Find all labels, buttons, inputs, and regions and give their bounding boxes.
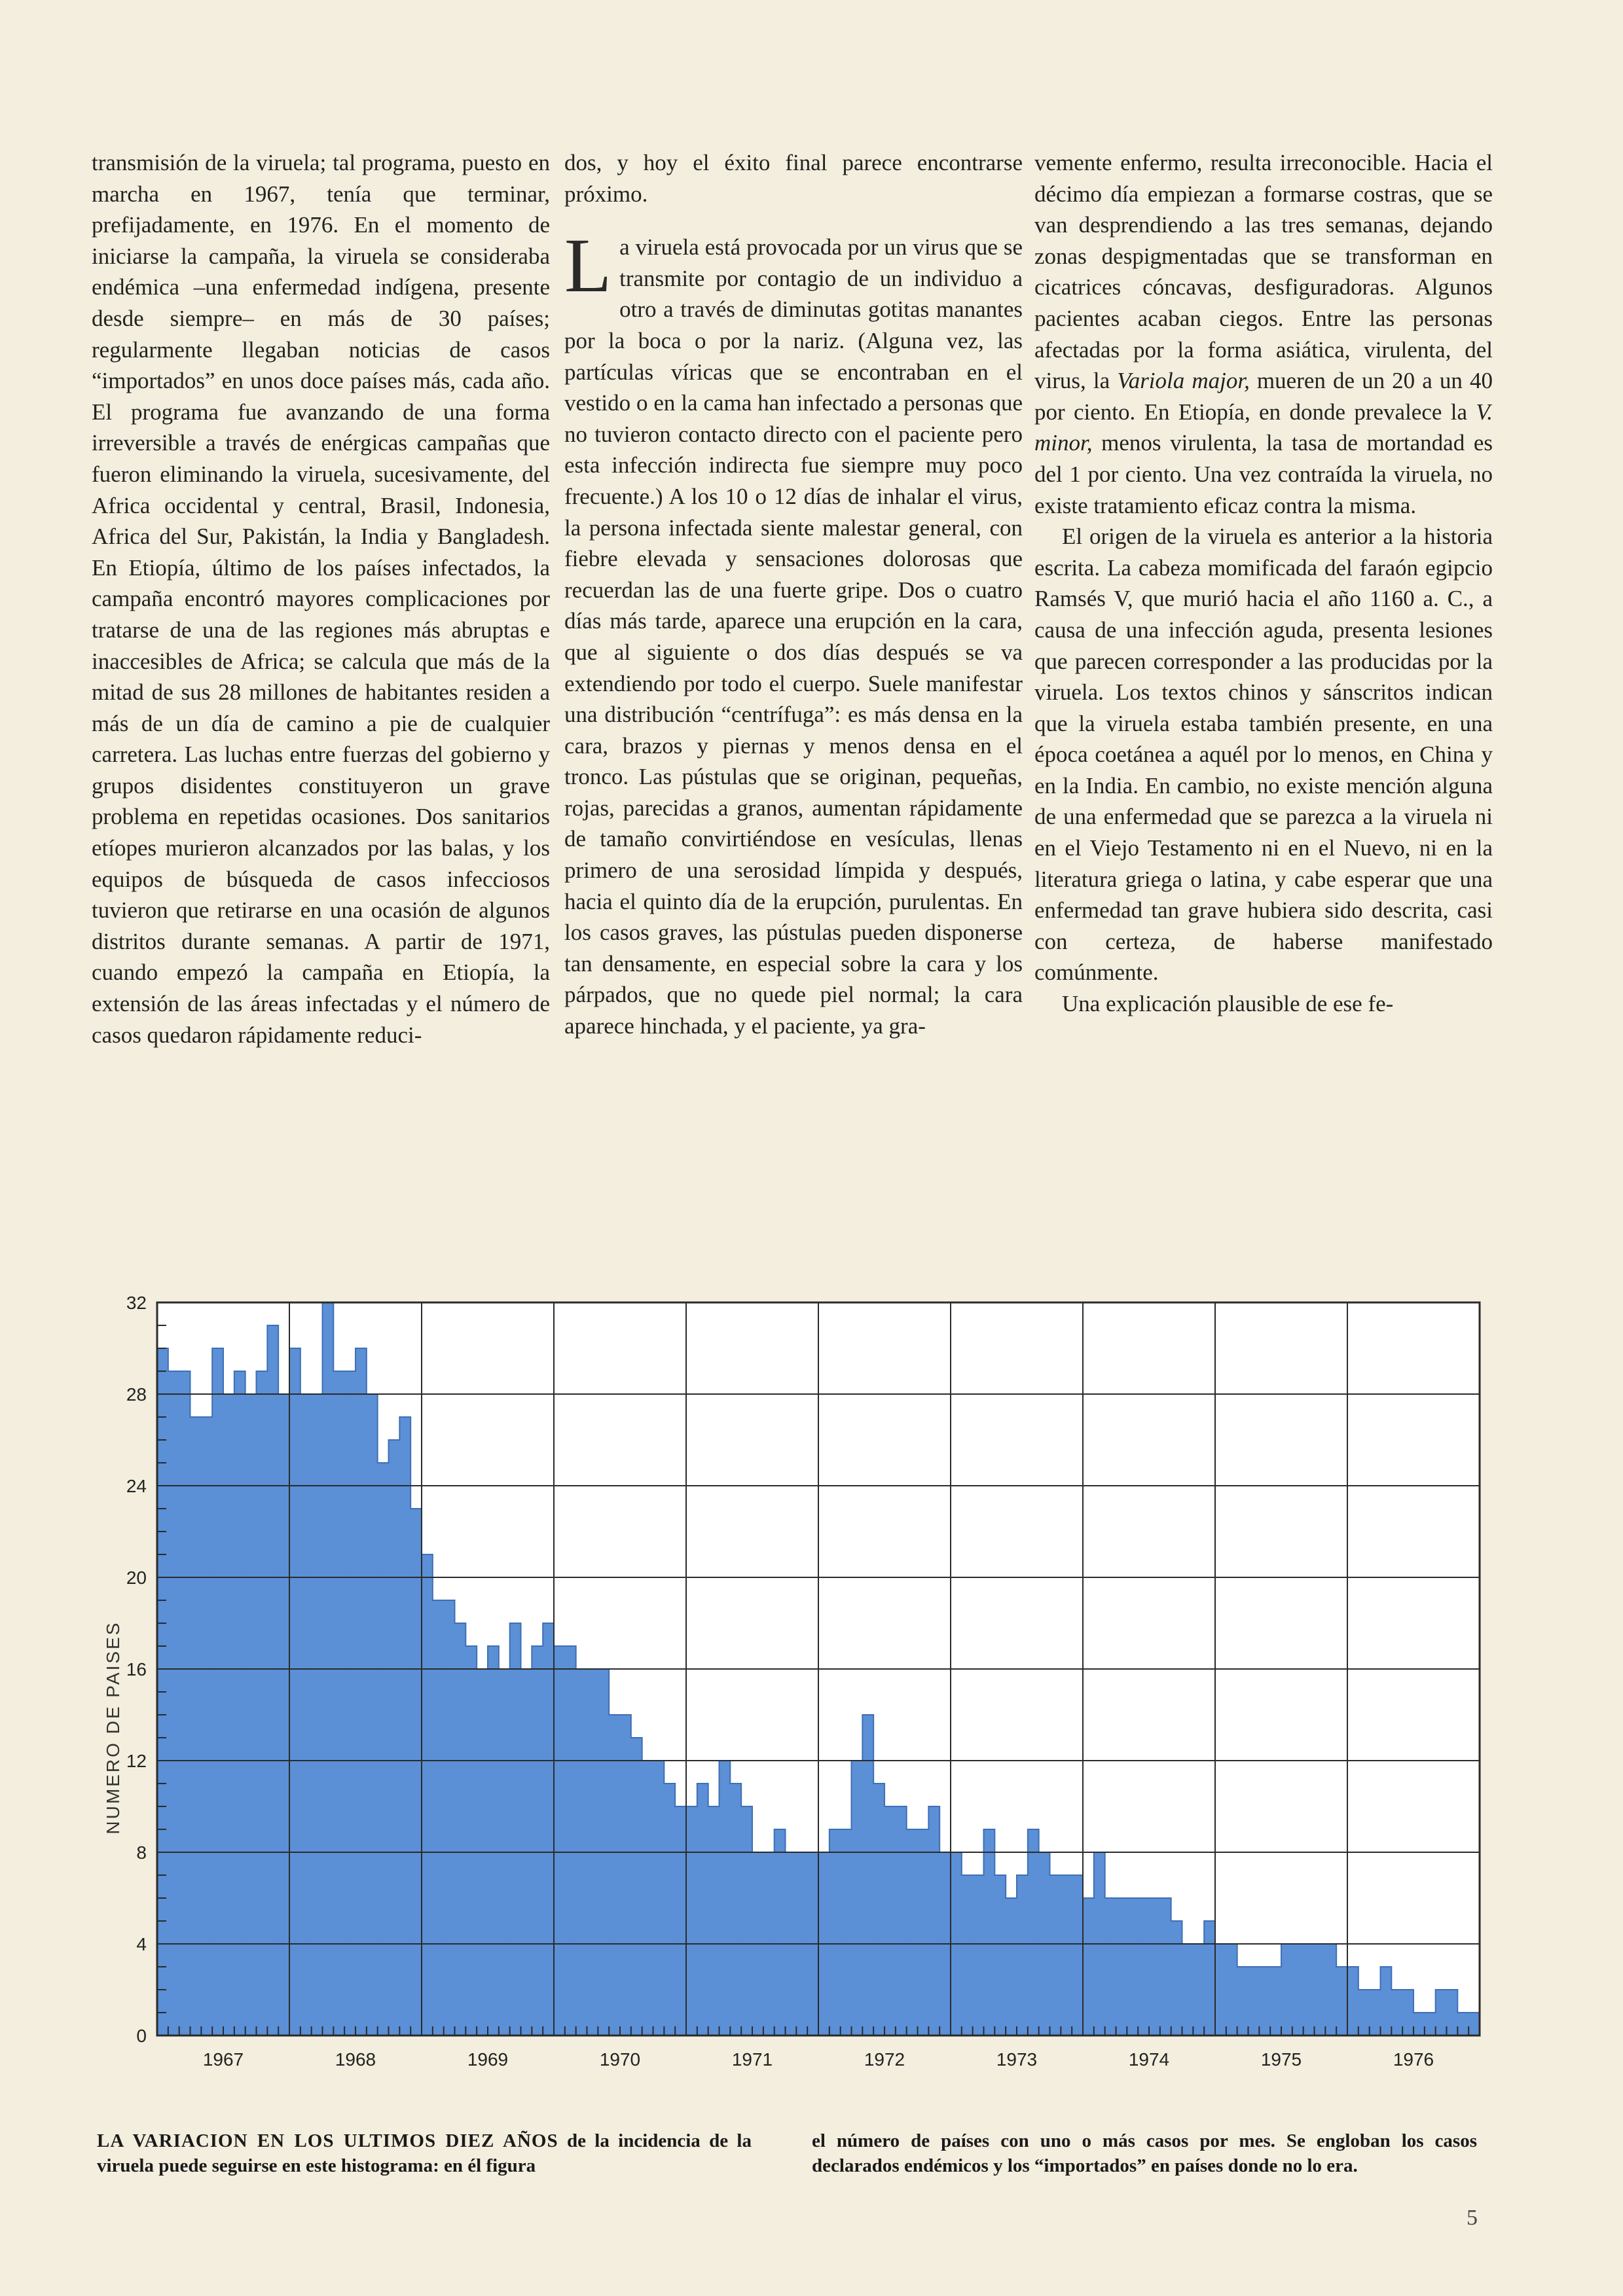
histogram-bar <box>532 1646 543 2036</box>
histogram-bar <box>212 1348 223 2036</box>
histogram-bar <box>246 1394 257 2036</box>
histogram-bar <box>1436 1990 1447 2036</box>
histogram-bar <box>664 1784 675 2036</box>
column2-intro: dos, y hoy el éxito final parece encontrarse próximo. <box>564 150 1023 207</box>
histogram-bar <box>422 1554 433 2036</box>
histogram-bar <box>333 1371 344 2036</box>
histogram-bar <box>1237 1967 1249 2036</box>
histogram-bar <box>168 1371 179 2036</box>
histogram-bar <box>1215 1944 1226 2036</box>
y-tick-label: 4 <box>136 1934 147 1954</box>
histogram-bar <box>1447 1990 1458 2036</box>
column2-paragraph-block <box>564 223 1023 1041</box>
histogram-bar <box>862 1715 873 2036</box>
x-tick-label: 1976 <box>1393 2049 1434 2070</box>
histogram-bar <box>1468 2013 1480 2036</box>
x-tick-label: 1967 <box>202 2049 244 2070</box>
histogram-bar <box>1116 1898 1127 2036</box>
column3-p1-b: mueren de un 20 a un 40 por ciento. En Etiopía, en donde prevalece la <box>1034 368 1493 425</box>
y-tick-label: 28 <box>126 1384 147 1405</box>
histogram-bar <box>257 1371 268 2036</box>
histogram-bar <box>1006 1898 1017 2036</box>
histogram-bar <box>1105 1898 1116 2036</box>
histogram-bar <box>543 1623 554 2036</box>
histogram-bar <box>378 1463 389 2036</box>
x-tick-label: 1968 <box>335 2049 376 2070</box>
v-minor-term: V. minor, <box>1034 399 1493 456</box>
histogram-bar <box>1370 1990 1381 2036</box>
histogram-bar <box>642 1761 653 2036</box>
y-tick-label: 12 <box>126 1751 147 1771</box>
histogram-svg <box>92 1283 1506 2101</box>
x-tick-label: 1972 <box>864 2049 905 2070</box>
column1-paragraph: transmisión de la viruela; tal programa, puesto en marcha en 1967, tenía que terminar, prefijadamente, en 1976. En el momento de iniciarse la campaña, la viruela se consideraba endémica –una enfermedad indígena, presente desde siempre– en más de 30 países; regularmente llegaban noticias de casos “importados” en unos doce países más, cada año. El programa fue avanzando de una forma irreversible a través de enérgicas campañas que fueron eliminando la viruela, sucesivamente, del Africa occidental y central, Brasil, Indonesia, Africa del Sur, Pakistán, la India y Bangladesh. En Etiopía, último de los países infectados, la campaña encontró mayores complicaciones por tratarse de una de las regiones más abruptas e inaccesibles de Africa; se calcula que más de la mitad de sus 28 millones de habitantes residen a más de un día de camino a pie de cualquier carretera. Las luchas entre fuerzas del gobierno y grupos disidentes constituyeron un grave problema en repetidas ocasiones. Dos sanitarios etíopes murieron alcanzados por las balas, y los equipos de búsqueda de casos infecciosos tuvieron que retirarse en una ocasión de algunos distritos durante semanas. A partir de 1971, cuando empezó la campaña en Etiopía, la extensión de las áreas infectadas y el número de casos quedaron rápidamente reduci- <box>92 150 550 1048</box>
histogram-bar <box>928 1806 939 2036</box>
histogram-bar <box>730 1784 741 2036</box>
text-column-3 <box>1034 147 1493 1020</box>
caption-left-text: de la incidencia de la viruela puede seguirse en este histograma: en él figura <box>97 2130 752 2176</box>
histogram-bar <box>896 1806 907 2036</box>
column3-p1-a: vemente enfermo, resulta irreconocible. Hacia el décimo día empiezan a formarse costras, que se van desprendiendo a las tres semanas, dejando zonas despigmentadas que se transforman en cicatrices cóncavas, desfiguradoras. Algunos pacientes acaban ciegos. Entre las personas afectadas por la forma asiática, virulenta, del virus, la <box>1034 150 1493 394</box>
histogram-bar <box>367 1394 378 2036</box>
histogram-bar <box>1017 1875 1028 2036</box>
y-tick-label: 0 <box>136 2026 147 2046</box>
histogram-bar <box>1381 1967 1392 2036</box>
histogram-bar <box>344 1371 356 2036</box>
histogram-bar <box>708 1806 720 2036</box>
histogram-bar <box>267 1325 278 2036</box>
x-tick-label: 1969 <box>467 2049 509 2070</box>
histogram-bar <box>1292 1944 1304 2036</box>
histogram-bar <box>873 1784 884 2036</box>
histogram-bar <box>1347 1967 1359 2036</box>
histogram-bar <box>741 1806 752 2036</box>
histogram-bar <box>620 1715 631 2036</box>
caption-lead: LA VARIACION EN LOS ULTIMOS DIEZ AÑOS <box>97 2130 558 2151</box>
x-tick-label: 1971 <box>731 2049 773 2070</box>
histogram-bar <box>488 1646 499 2036</box>
y-tick-label: 20 <box>126 1568 147 1588</box>
histogram-bar <box>565 1646 576 2036</box>
column3-paragraph-1 <box>1034 147 1493 521</box>
histogram-bar <box>1281 1944 1292 2036</box>
histogram-bar <box>841 1829 852 2036</box>
y-tick-label: 24 <box>126 1476 147 1496</box>
histogram-bar <box>1359 1990 1370 2036</box>
histogram-bar <box>554 1646 565 2036</box>
histogram-bar <box>356 1348 367 2036</box>
histogram-bar <box>697 1784 708 2036</box>
histogram-bar <box>234 1371 246 2036</box>
histogram-bar <box>510 1623 521 2036</box>
histogram-bar <box>289 1348 301 2036</box>
x-tick-label: 1975 <box>1260 2049 1302 2070</box>
histogram-bar <box>410 1509 422 2036</box>
histogram-bar <box>301 1394 312 2036</box>
histogram-bar <box>984 1829 995 2036</box>
histogram-bar <box>191 1417 202 2036</box>
histogram-bar <box>1402 1990 1413 2036</box>
histogram-bar <box>455 1623 466 2036</box>
x-tick-label: 1974 <box>1128 2049 1170 2070</box>
histogram-bar <box>884 1806 896 2036</box>
histogram-bar <box>1249 1967 1260 2036</box>
histogram-bar <box>973 1875 984 2036</box>
histogram-bar <box>1050 1875 1061 2036</box>
histogram-bar <box>1259 1967 1270 2036</box>
histogram-bar <box>686 1806 697 2036</box>
page-number: 5 <box>1467 2206 1478 2230</box>
histogram-bar <box>1127 1898 1138 2036</box>
histogram-bar <box>1336 1967 1347 2036</box>
histogram-bar <box>1160 1898 1171 2036</box>
x-tick-label: 1970 <box>599 2049 641 2070</box>
column3-paragraph-3: Una explicación plausible de ese fe- <box>1062 991 1394 1017</box>
text-column-2 <box>564 147 1023 1042</box>
column3-paragraph-2: El origen de la viruela es anterior a la historia escrita. La cabeza momificada del faraón egipcio Ramsés V, que murió hacia el año 1160 a. C., a causa de una infección aguda, presenta lesiones que parecen corresponder a las producidas por la viruela. Los textos chinos y sánscritos indican que la viruela estaba también presente, en una época coetánea a aquél por lo menos, en China y en la India. En cambio, no existe mención alguna de una enfermedad que se parezca a la viruela ni en el Viejo Testamento ni en el Nuevo, ni en la literatura griega o latina, y cabe esperar que una enfermedad tan grave hubiera sido descrita, casi con certeza, de haberse manifestado comúnmente. <box>1034 524 1493 986</box>
histogram-bar <box>465 1646 477 2036</box>
histogram-bar <box>1226 1944 1237 2036</box>
histogram-bar <box>830 1829 841 2036</box>
histogram-bar <box>631 1738 642 2036</box>
histogram-bar <box>720 1761 731 2036</box>
drop-cap: L <box>564 223 612 309</box>
figure-caption-left <box>97 2128 752 2178</box>
histogram-bar <box>675 1806 686 2036</box>
histogram-bar <box>653 1761 665 2036</box>
histogram-bar <box>278 1394 289 2036</box>
y-tick-label: 32 <box>126 1293 147 1313</box>
histogram-bar <box>1304 1944 1315 2036</box>
column2-paragraph: a viruela está provocada por un virus que se transmite por contagio de un individuo a otro a través de diminutas gotitas manantes por la boca o por la nariz. (Alguna vez, las partículas víricas que se encontraban en el vestido o en la cama han infectado a personas que no tuvieron contacto directo con el paciente pero esta infección indirecta fue siempre muy poco frecuente.) A los 10 o 12 días de inhalar el virus, la persona infectada siente malestar general, con fiebre elevada y sensaciones dolorosas que recuerdan las de una fuerte gripe. Dos o cuatro días más tarde, aparece una erupción en la cara, que al siguiente o dos días después se va extendiendo por todo el cuerpo. Suele manifestar una distribución “centrífuga”: es más densa en la cara, brazos y piernas y menos densa en el tronco. Las pústulas que se originan, pequeñas, rojas, parecidas a granos, aumentan rápidamente de tamaño convirtiéndose en vesículas, llenas primero de una serosidad límpida y después, hacia el quinto día de la erupción, purulentas. En los casos graves, las pústulas pueden disponerse tan densamente, en especial sobre la cara y los párpados, que no quede piel normal; la cara aparece hinchada, y el paciente, ya gra- <box>564 234 1023 1039</box>
figure-caption-right: el número de países con uno o más casos por mes. Se engloban los casos declarados endémicos y los “importados” en países donde no lo era. <box>812 2130 1477 2176</box>
variola-major-term: Variola major, <box>1117 368 1250 394</box>
histogram-bar <box>1083 1898 1094 2036</box>
histogram-bar <box>1149 1898 1160 2036</box>
text-column-1 <box>92 147 550 1050</box>
histogram-bar <box>179 1371 191 2036</box>
histogram-bar <box>918 1829 929 2036</box>
histogram-bar <box>907 1829 918 2036</box>
histogram-bar <box>1457 2013 1468 2036</box>
histogram-bar <box>1315 1944 1326 2036</box>
y-tick-label: 16 <box>126 1659 147 1679</box>
histogram-bar <box>399 1417 410 2036</box>
histogram-bar <box>1182 1944 1194 2036</box>
histogram-bar <box>201 1417 212 2036</box>
histogram-bar <box>312 1394 323 2036</box>
histogram-bar <box>389 1440 400 2036</box>
histogram-bar <box>223 1394 234 2036</box>
histogram-bar <box>1270 1967 1281 2036</box>
column3-p1-c: menos virulenta, la tasa de mortandad es del 1 por ciento. Una vez contraída la viruela, no existe tratamiento eficaz contra la misma. <box>1034 430 1493 518</box>
histogram-bar <box>1325 1944 1336 2036</box>
y-tick-label: 8 <box>136 1842 147 1863</box>
histogram-bar <box>1204 1921 1215 2036</box>
y-axis-label: NUMERO DE PAISES <box>103 1621 123 1835</box>
x-tick-label: 1973 <box>996 2049 1038 2070</box>
histogram-bar <box>775 1829 786 2036</box>
histogram-bar <box>1425 2013 1436 2036</box>
smallpox-histogram <box>92 1283 1506 2101</box>
histogram-bar <box>1138 1898 1149 2036</box>
histogram-bar <box>1028 1829 1039 2036</box>
histogram-bar <box>433 1600 444 2036</box>
histogram-bar <box>1391 1990 1402 2036</box>
histogram-bar <box>1413 2013 1425 2036</box>
histogram-bar <box>609 1715 620 2036</box>
histogram-bar <box>1061 1875 1072 2036</box>
histogram-bar <box>962 1875 973 2036</box>
histogram-bar <box>444 1600 455 2036</box>
histogram-bar <box>1072 1875 1083 2036</box>
histogram-bar <box>994 1875 1006 2036</box>
histogram-bar <box>852 1761 863 2036</box>
histogram-bar <box>1193 1944 1204 2036</box>
histogram-bar <box>1171 1921 1182 2036</box>
